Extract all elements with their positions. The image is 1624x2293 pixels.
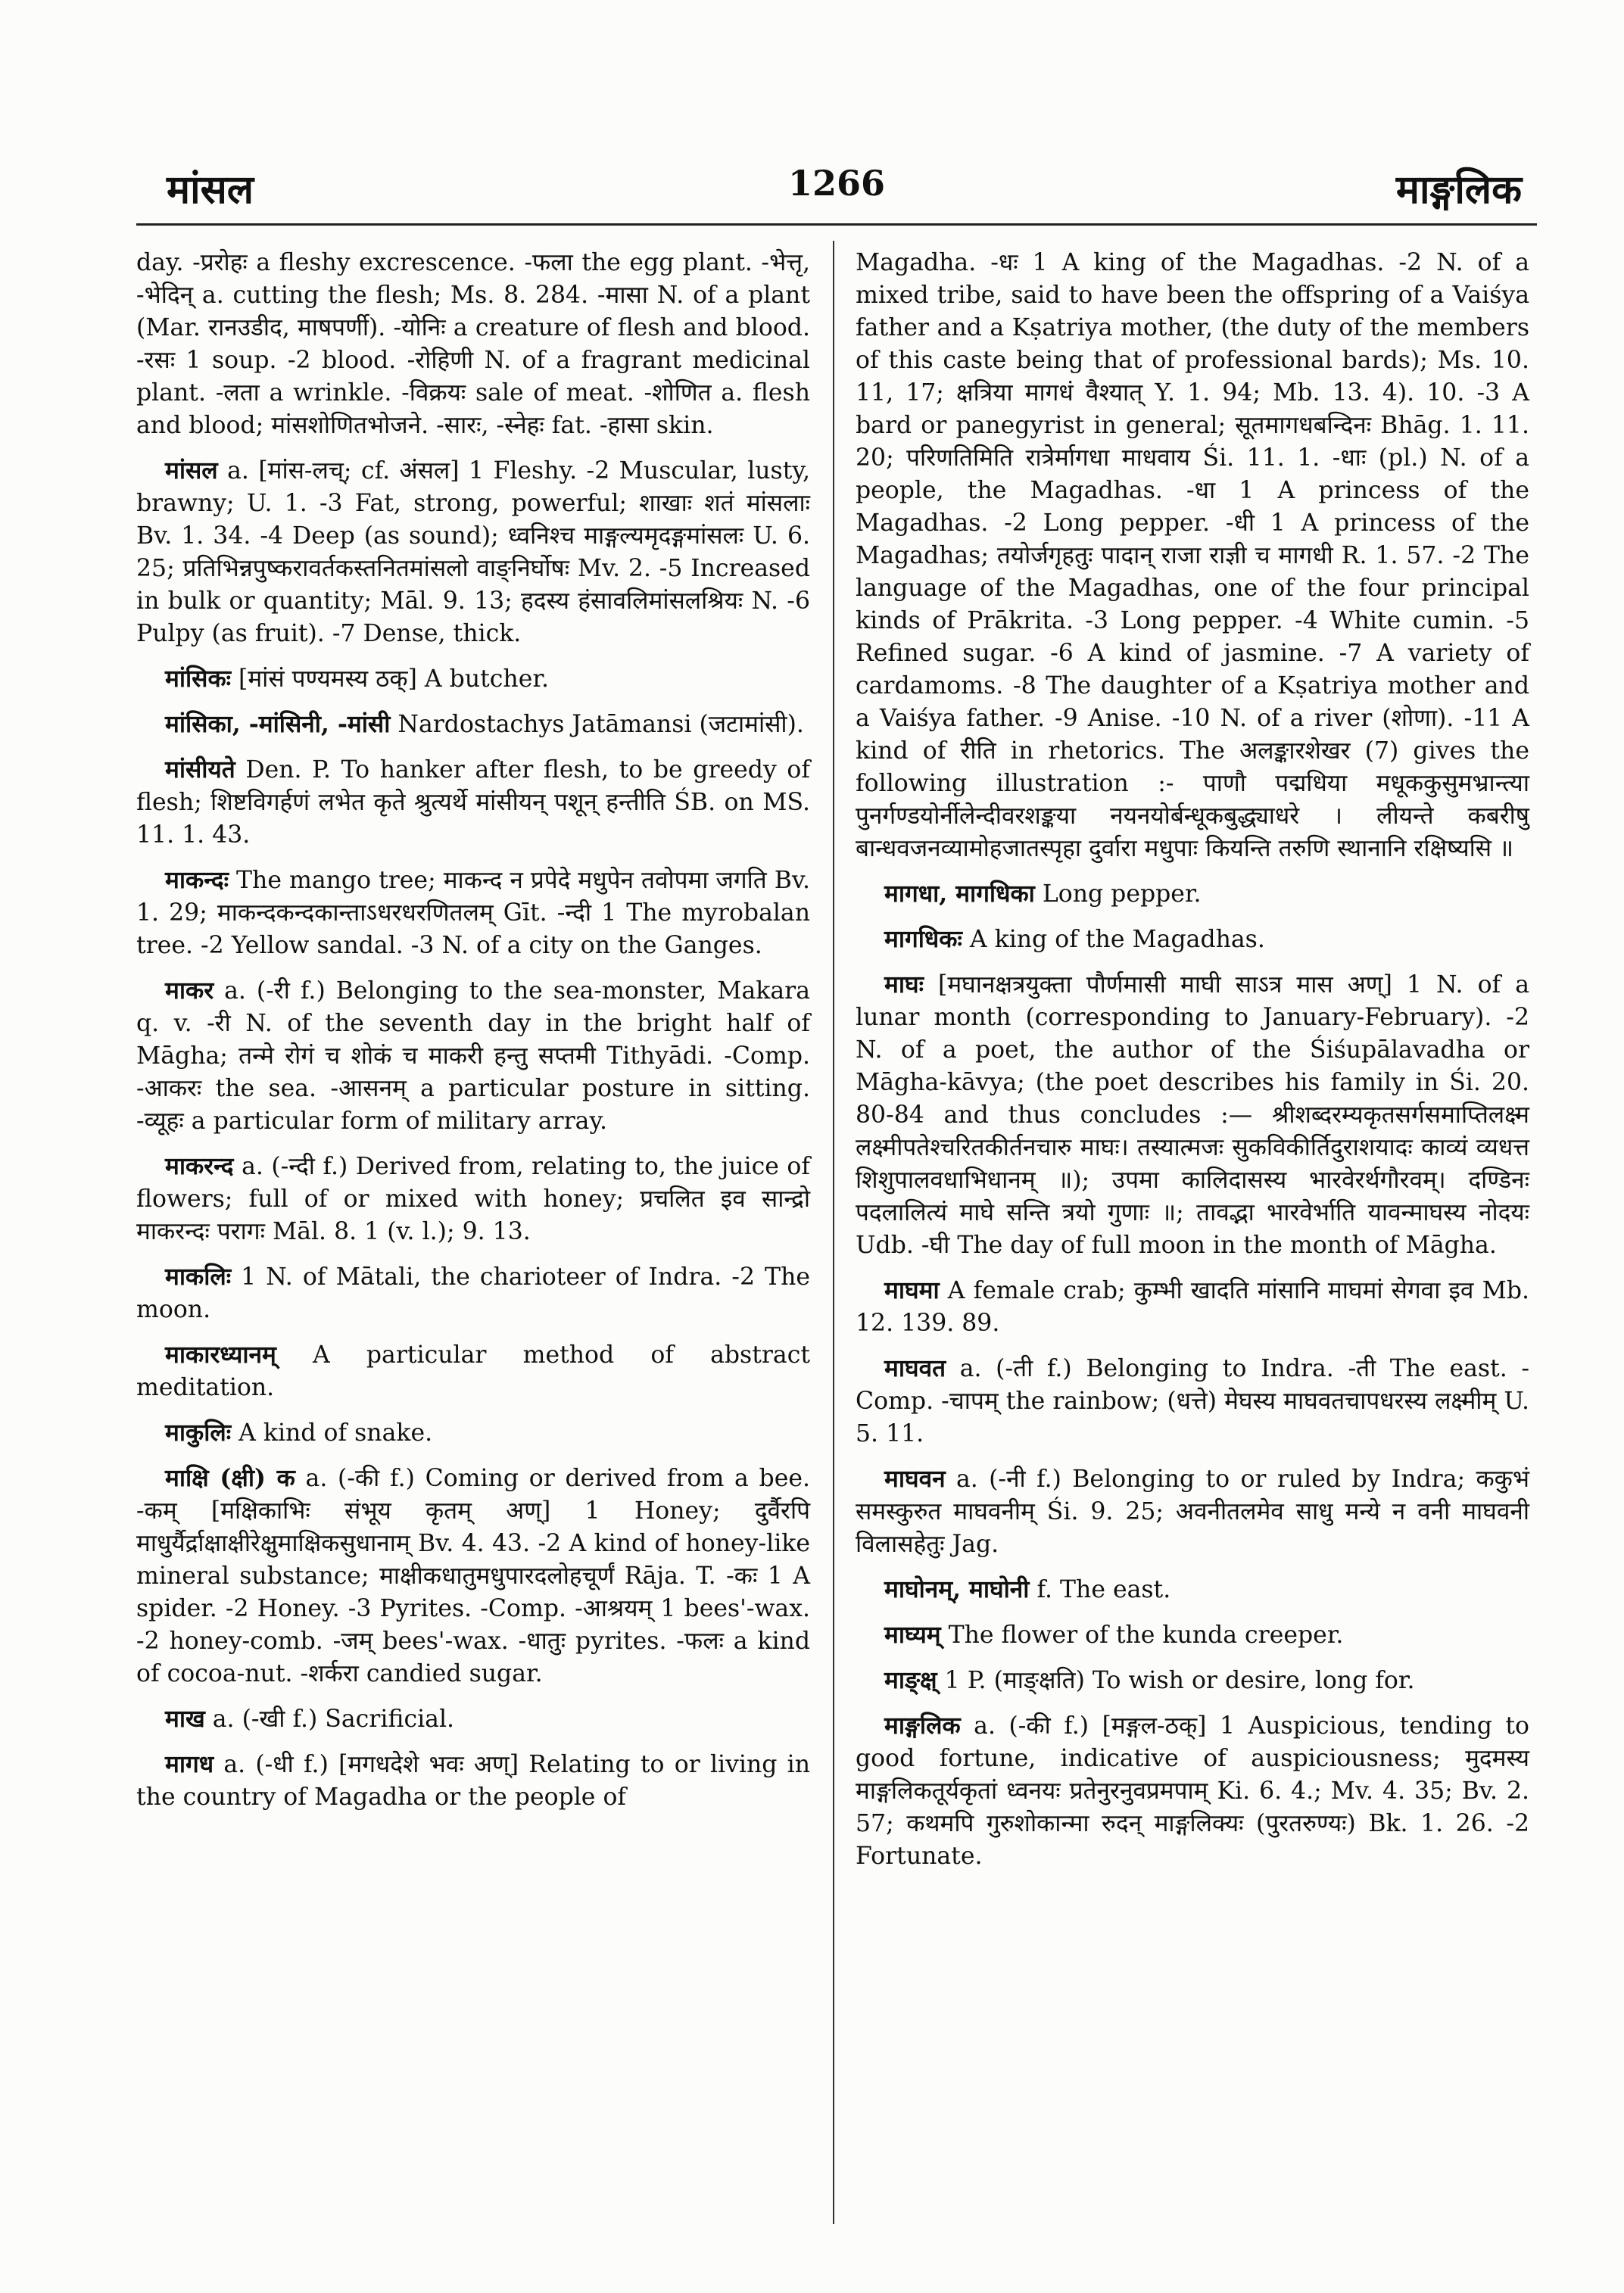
entry-headword: माक्षि (क्षी) क [165, 1464, 295, 1492]
entry-text: 1 P. (माङ्क्षति) To wish or desire, long for. [944, 1667, 1415, 1694]
column-divider [833, 241, 834, 2224]
entry-text: a. (-न्दी f.) Derived from, relating to, the juice of flowers; full of or mixed with honey; प्रचलित इव सान्द्रो माकरन्दः परागः Māl. 8. 1 (v. l.); 9. 13. [136, 1153, 810, 1245]
entry-text: [मघानक्षत्रयुक्ता पौर्णमासी माघी साऽत्र मास अण्] 1 N. of a lunar month (corresponding to January-February). -2 N. of a poet, the author of the Śiśupālavadha or Māgha-kāvya; (the poet describes his family in Śi. 20. 80-84 and thus concludes :— श्रीशब्दरम्यकृतसर्गसमाप्तिलक्ष्म लक्ष्मीपतेश्चरितकीर्तनचारु माघः। तस्यात्मजः सुकविकीर्तिदुराशयादः काव्यं व्यधत्त शिशुपालवधाभिधानम् ॥); उपमा कालिदासस्य भारवेरर्थगौरवम्। दण्डिनः पदलालित्यं माघे सन्ति त्रयो गुणाः ॥; तावद्भा भारवेर्भाति यावन्माघस्य नोदयः Udb. -घी The day of full moon in the month of Māgha. [856, 971, 1530, 1259]
entry-headword: माकारध्यानम् [165, 1341, 276, 1369]
dictionary-entry [856, 923, 1529, 956]
entry-text: The flower of the kunda creeper. [948, 1622, 1344, 1649]
dictionary-entry [856, 1463, 1529, 1561]
entry-text: a. (-धी f.) [मगधदेशे भवः अण्] Relating to or living in the country of Magadha or the people of [136, 1751, 810, 1811]
entry-headword: माकरन्द [165, 1152, 234, 1180]
dictionary-entry [856, 968, 1529, 1262]
entry-headword: माकलिः [165, 1263, 232, 1291]
dictionary-entry [136, 864, 810, 962]
entry-headword: माङ्क्ष् [884, 1666, 937, 1694]
entry-headword: माघवत [884, 1354, 946, 1382]
entry-text: A kind of snake. [238, 1419, 433, 1447]
dictionary-entry [856, 1352, 1529, 1450]
dictionary-entry [856, 246, 1529, 865]
dictionary-entry [136, 246, 810, 442]
page-number: 1266 [787, 163, 886, 204]
entry-headword: मांसिकः [165, 665, 232, 693]
entry-text: f. The east. [1036, 1576, 1171, 1603]
dictionary-entry [856, 1709, 1529, 1873]
entry-text: a. (-री f.) Belonging to the sea-monster, Makara q. v. -री N. of the seventh day in the bright half of Māgha; तन्मे रोगं च शोकं च माकरी हन्तु सप्तमी Tithyādi. -Comp. -आकरः the sea. -आसनम् a particular posture in sitting. -व्यूहः a particular form of military array. [136, 977, 810, 1135]
entry-headword: माकुलिः [165, 1419, 232, 1447]
left-running-headword: मांसल [167, 167, 254, 213]
entry-text: A particular method of abstract meditation. [136, 1341, 811, 1401]
entry-text: The mango tree; माकन्द न प्रपेदे मधुपेन तवोपमा जगति Bv. 1. 29; माकन्दकन्दकान्ताऽधरधरणितलम् Gīt. -न्दी 1 The myrobalan tree. -2 Yellow sandal. -3 N. of a city on the Ganges. [136, 867, 810, 959]
dictionary-entry [136, 454, 810, 650]
entry-headword: माघ्यम् [884, 1621, 941, 1649]
entry-headword: मांसीयते [165, 756, 235, 784]
entry-text: Long pepper. [1042, 880, 1202, 908]
entry-headword: माघोनम्, माघोनी [884, 1575, 1030, 1603]
left-column [136, 246, 810, 1826]
dictionary-entry [136, 1260, 810, 1326]
page-header [136, 155, 1537, 216]
entry-headword: माकर [165, 977, 214, 1005]
entry-headword: मांसल [165, 456, 218, 484]
entry-headword: मागधा, मागधिका [884, 880, 1035, 908]
right-running-headword: माङ्गलिक [1395, 167, 1522, 213]
dictionary-entry [856, 1573, 1529, 1606]
entry-text: a. (-की f.) Coming or derived from a bee. -कम् [मक्षिकाभिः संभूय कृतम् अण्] 1 Honey; दुर्वैरपि माधुर्यैर्द्राक्षाक्षीरेक्षुमाक्षिकसुधानाम् Bv. 4. 43. -2 A kind of honey-like mineral substance; माक्षीकधातुमधुपारदलोहचूर्णं Rāja. T. -कः 1 A spider. -2 Honey. -3 Pyrites. -Comp. -आश्रयम् 1 bees'-wax. -2 honey-comb. -जम् bees'-wax. -धातुः pyrites. -फलः a kind of cocoa-nut. -शर्करा candied sugar. [136, 1465, 810, 1687]
dictionary-entry [136, 1462, 810, 1690]
entry-headword: मागधिकः [884, 925, 962, 953]
dictionary-entry [136, 974, 810, 1138]
dictionary-entry [856, 1618, 1529, 1652]
entry-headword: मागध [165, 1750, 214, 1778]
dictionary-entry [136, 1416, 810, 1450]
dictionary-entry [136, 1703, 810, 1736]
entry-text: Den. P. To hanker after flesh, to be greedy of flesh; शिष्टविगर्हणं लभेत कृते श्रुत्यर्थे मांसीयन् पशून् हन्तीति ŚB. on MS. 11. 1. 43. [136, 756, 810, 849]
dictionary-entry [136, 1338, 810, 1404]
entry-text: [मांसं पण्यमस्य ठक्] A butcher. [238, 665, 549, 693]
dictionary-entry [136, 753, 810, 852]
entry-headword: माङ्गलिक [884, 1712, 961, 1740]
entry-headword: माघः [884, 970, 924, 999]
entry-text: a. [मांस-लच्; cf. अंसल] 1 Fleshy. -2 Muscular, lusty, brawny; U. 1. -3 Fat, strong, powerful; शाखाः शतं मांसलाः Bv. 1. 34. -4 Deep (as sound); ध्वनिश्च माङ्गल्यमृदङ्गमांसलः U. 6. 25; प्रतिभिन्नपुष्करावर्तकस्तनितमांसलो वाङ्निर्घोषः Mv. 2. -5 Increased in bulk or quantity; Māl. 9. 13; हदस्य हंसावलिमांसलश्रियः N. -6 Pulpy (as fruit). -7 Dense, thick. [136, 457, 811, 647]
dictionary-entry [136, 662, 810, 696]
entry-headword: माघमा [884, 1276, 940, 1304]
entry-text: Nardostachys Jatāmansi (जटामांसी). [397, 711, 804, 738]
entry-text: Magadha. -धः 1 A king of the Magadhas. -2 N. of a mixed tribe, said to have been the offspring of a Vaiśya father and a Kṣatriya mother, (the duty of the members of this caste being that of professional bards); Ms. 10. 11, 17; क्षत्रिया मागधं वैश्यात् Y. 1. 94; Mb. 13. 4). 10. -3 A bard or panegyrist in general; सूतमागधबन्दिनः Bhāg. 1. 11. 20; परिणतिमिति रात्रेर्मागधा माधवाय Śi. 11. 1. -धाः (pl.) N. of a people, the Magadhas. -धा 1 A princess of the Magadhas. -2 Long pepper. -धी 1 A princess of the Magadhas; तयोर्जगृहतुः पादान् राजा राज्ञी च मागधी R. 1. 57. -2 The language of the Magadhas, one of the four principal kinds of Prākrita. -3 Long pepper. -4 White cumin. -5 Refined sugar. -6 A kind of jasmine. -7 A variety of cardamoms. -8 The daughter of a Kṣatriya mother and a Vaiśya father. -9 Anise. -10 N. of a river (शोणा). -11 A kind of रीति in rhetorics. The अलङ्कारशेखर (7) gives the following illustration :- पाणौ पद्मधिया मधूककुसुमभ्रान्त्या पुनर्गण्डयोर्नीलेन्दीवरशङ्कया नयनयोर्बन्धूकबुद्ध्याधरे । लीयन्ते कबरीषु बान्धवजनव्यामोहजातस्पृहा दुर्वारा मधुपाः कियन्ति तरुणि स्थानानि रक्षिष्यसि ॥ [856, 249, 1529, 862]
entry-text: a. (-की f.) [मङ्गल-ठक्] 1 Auspicious, tending to good fortune, indicative of auspiciousness; मुदमस्य माङ्गलिकतूर्यकृतां ध्वनयः प्रतेनुरनुवप्रमपाम् Ki. 6. 4.; Mv. 4. 35; Bv. 2. 57; कथमपि गुरुशोकान्मा रुदन् माङ्गलिक्यः (पुरतरुण्यः) Bk. 1. 26. -2 Fortunate. [856, 1712, 1530, 1870]
entry-headword: मांसिका, -मांसिनी, -मांसी [165, 710, 391, 738]
right-column [856, 246, 1529, 1885]
entry-text: A female crab; कुम्भी खादति मांसानि माघमां सेगवा इव Mb. 12. 139. 89. [856, 1277, 1529, 1337]
entry-headword: माख [165, 1705, 205, 1733]
entry-text: a. (-खी f.) Sacrificial. [212, 1706, 455, 1733]
dictionary-entry [856, 877, 1529, 911]
entry-text: a. (-ती f.) Belonging to Indra. -ती The east. -Comp. -चापम् the rainbow; (धत्ते) मेघस्य माघवतचापधरस्य लक्ष्मीम् U. 5. 11. [856, 1355, 1529, 1447]
dictionary-entry [136, 708, 810, 741]
entry-text: 1 N. of Mātali, the charioteer of Indra. -2 The moon. [136, 1263, 810, 1323]
dictionary-entry [856, 1664, 1529, 1697]
entry-text: A king of the Magadhas. [969, 926, 1265, 953]
entry-headword: माकन्दः [165, 866, 229, 894]
entry-headword: माघवन [884, 1465, 946, 1493]
dictionary-entry [136, 1748, 810, 1814]
header-rule [136, 223, 1537, 226]
entry-text: day. -प्ररोहः a fleshy excrescence. -फला the egg plant. -भेत्तृ, -भेदिन् a. cutting the flesh; Ms. 8. 284. -मासा N. of a plant (Mar. रानउडीद, माषपर्णी). -योनिः a creature of flesh and blood. -रसः 1 soup. -2 blood. -रोहिणी N. of a fragrant medicinal plant. -लता a wrinkle. -विक्रयः sale of meat. -शोणित a. flesh and blood; मांसशोणितभोजने. -सारः, -स्नेहः fat. -हासा skin. [136, 249, 810, 439]
entry-text: a. (-नी f.) Belonging to or ruled by Indra; ककुभं समस्कुरुत माघवनीम् Śi. 9. 25; अवनीतलमेव साधु मन्ये न वनी माघवनी विलासहेतुः Jag. [856, 1466, 1529, 1558]
dictionary-entry [136, 1150, 810, 1248]
dictionary-entry [856, 1274, 1529, 1340]
